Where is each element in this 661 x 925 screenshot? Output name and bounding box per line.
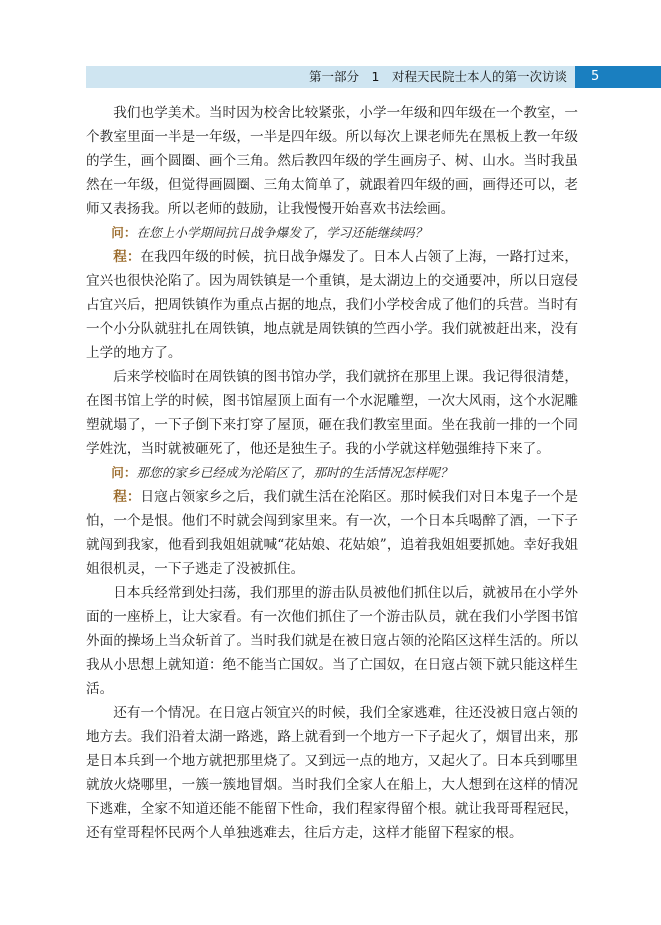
interview-question bbox=[86, 461, 578, 485]
running-header bbox=[86, 66, 575, 88]
paragraph bbox=[86, 101, 578, 221]
header-title: 第一部分 1 对程天民院士本人的第一次访谈 bbox=[309, 69, 567, 84]
paragraph-text: 还有一个情况。在日寇占领宜兴的时候，我们全家逃难，往还没被日寇占领的地方去。我们沿着太湖一路逃，路上就看到一个地方一下子起火了，烟冒出来，那是日本兵到一个地方就把那里烧了。又到远一点的地方，又起火了。日本兵到哪里就放火烧哪里，一簇一簇地冒烟。当时我们全家人在船上，大人想到在这样的情况下逃难，全家不知道还能不能留下性命，我们程家得留个根。就让我哥哥程冠民，还有堂哥程怀民两个人单独逃难去，往后方走，这样才能留下程家的根。 bbox=[86, 705, 578, 841]
interview-answer bbox=[86, 485, 578, 581]
speaker-label: 问： bbox=[111, 465, 137, 480]
speaker-label: 程： bbox=[113, 249, 141, 265]
paragraph-text: 日本兵经常到处扫荡，我们那里的游击队员被他们抓住以后，就被吊在小学外面的一座桥上，让大家看。有一次他们抓住了一个游击队员，就在我们小学图书馆外面的操场上当众斩首了。当时我们就是在被日寇占领的沦陷区这样生活的。所以我从小思想上就知道：绝不能当亡国奴。当了亡国奴，在日寇占领下就只能这样生活。 bbox=[86, 585, 578, 697]
question-text: 那您的家乡已经成为沦陷区了，那时的生活情况怎样呢？ bbox=[136, 465, 453, 480]
speaker-label: 程： bbox=[113, 489, 141, 505]
answer-text: 日寇占领家乡之后，我们就生活在沦陷区。那时候我们对日本鬼子一个是怕，一个是恨。他们不时就会闯到家里来。有一次，一个日本兵喝醉了酒，一下子就闯到我家，他看到我姐姐就喊“花姑娘、花姑娘”，追着我姐姐要抓她。幸好我姐姐很机灵，一下子逃走了没被抓住。 bbox=[86, 489, 578, 577]
question-text: 在您上小学期间抗日战争爆发了，学习还能继续吗？ bbox=[136, 225, 428, 240]
paragraph bbox=[86, 581, 578, 701]
paragraph bbox=[86, 701, 578, 845]
interview-answer bbox=[86, 245, 578, 365]
page-number-box bbox=[575, 66, 661, 88]
body-text bbox=[86, 101, 578, 845]
paragraph-text: 后来学校临时在周铁镇的图书馆办学，我们就挤在那里上课。我记得很清楚，在图书馆上学的时候，图书馆屋顶上面有一个水泥雕塑，一次大风雨，这个水泥雕塑就塌了，一下子倒下来打穿了屋顶，砸在我们教室里面。坐在我前一排的一个同学姓沈，当时就被砸死了，他还是独生子。我的小学就这样勉强维持下来了。 bbox=[86, 369, 578, 457]
speaker-label: 问： bbox=[111, 225, 137, 240]
paragraph bbox=[86, 365, 578, 461]
interview-question bbox=[86, 221, 578, 245]
paragraph-text: 我们也学美术。当时因为校舍比较紧张，小学一年级和四年级在一个教室，一个教室里面一半是一年级，一半是四年级。所以每次上课老师先在黑板上教一年级的学生，画个圆圈、画个三角。然后教四年级的学生画房子、树、山水。当时我虽然在一年级，但觉得画圆圈、三角太简单了，就跟着四年级的画，画得还可以，老师又表扬我。所以老师的鼓励，让我慢慢开始喜欢书法绘画。 bbox=[86, 105, 578, 217]
page-number: 5 bbox=[591, 69, 600, 84]
answer-text: 在我四年级的时候，抗日战争爆发了。日本人占领了上海，一路打过来，宜兴也很快沦陷了。因为周铁镇是一个重镇，是太湖边上的交通要冲，所以日寇侵占宜兴后，把周铁镇作为重点占据的地点，我们小学校舍成了他们的兵营。当时有一个小分队就驻扎在周铁镇，地点就是周铁镇的竺西小学。我们就被赶出来，没有上学的地方了。 bbox=[86, 249, 578, 361]
